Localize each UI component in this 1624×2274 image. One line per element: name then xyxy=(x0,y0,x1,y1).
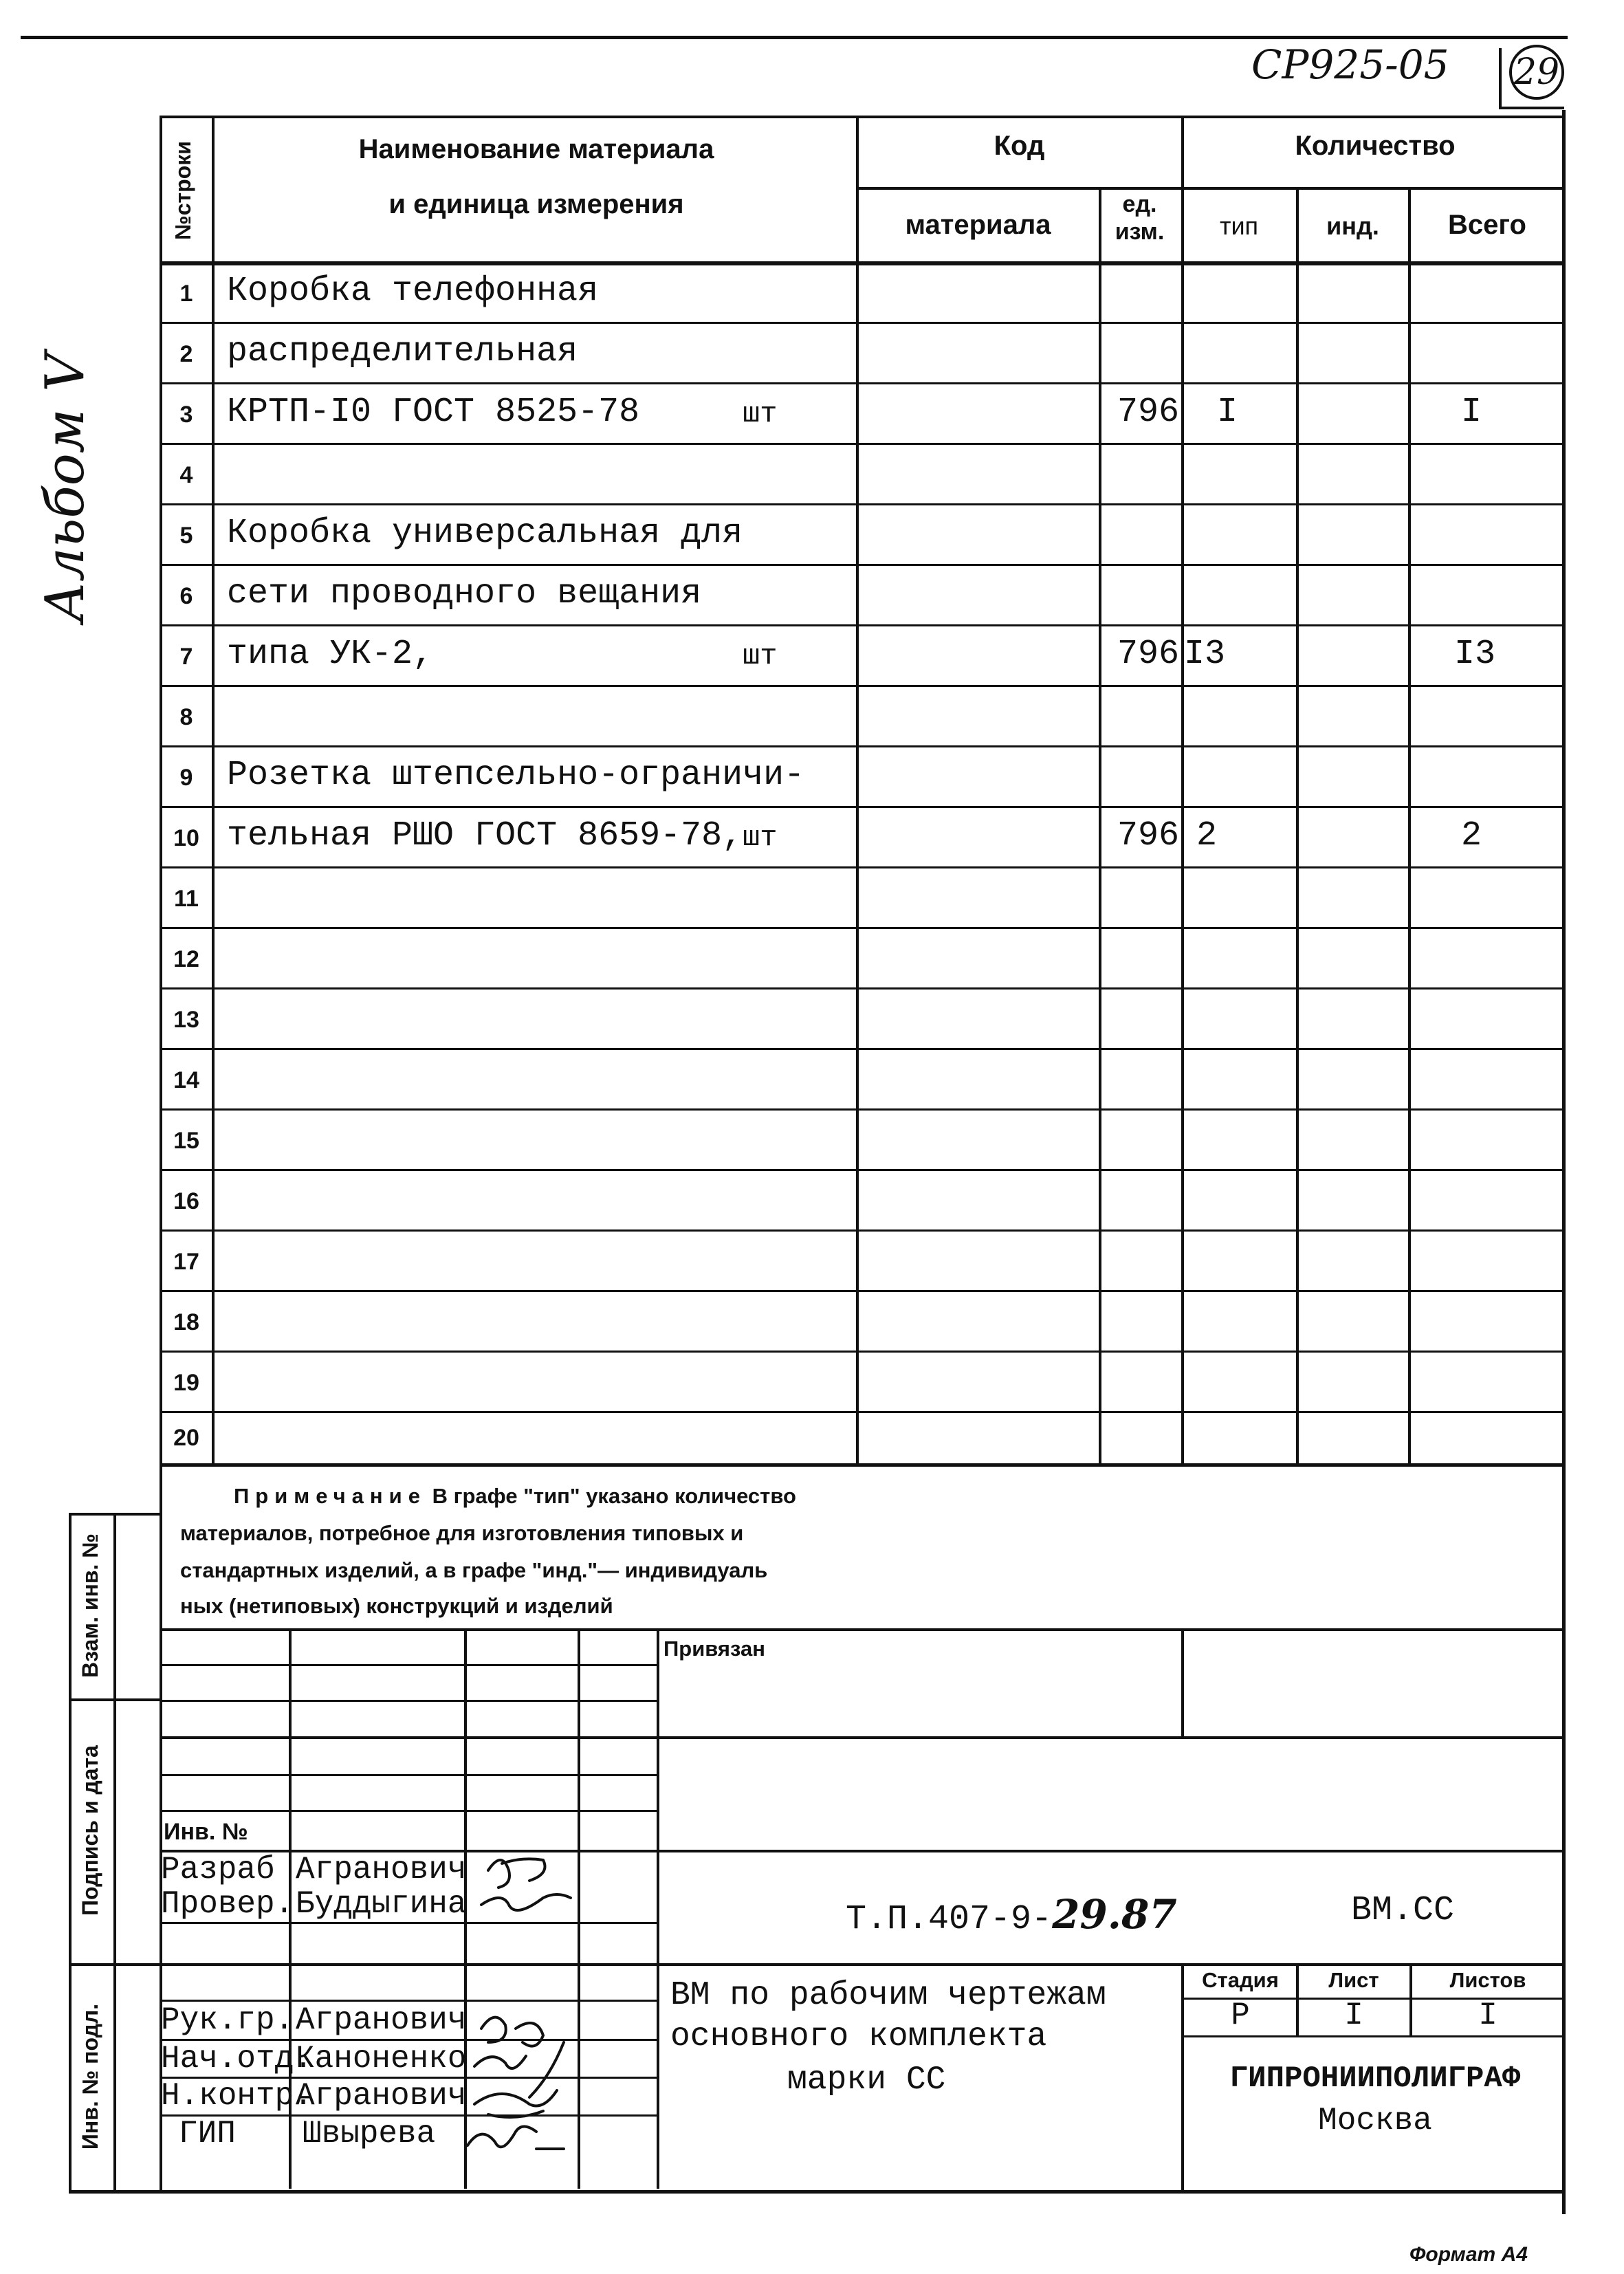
inv-no-label: Инв. № xyxy=(164,1819,248,1845)
col-line-rowno xyxy=(212,116,215,1465)
frame-right-line xyxy=(1562,110,1566,2214)
signatures-graphic xyxy=(461,1843,667,2166)
row-type: 2 xyxy=(1196,816,1218,855)
page-number-circle xyxy=(1509,45,1564,100)
row-number: 14 xyxy=(173,1067,199,1093)
stamp-col-6 xyxy=(1181,1963,1184,2190)
col-line-unit xyxy=(1181,116,1184,1465)
row-number: 13 xyxy=(173,1007,199,1033)
row-number: 3 xyxy=(179,402,193,428)
role-nach-otd: Нач.отд. xyxy=(161,2041,313,2077)
stamp-line-9 xyxy=(160,1963,1566,1966)
page-box-left xyxy=(1499,48,1502,107)
row-number: 17 xyxy=(173,1249,199,1275)
table-header-bottom-line xyxy=(160,261,1566,265)
document-code: СР925-05 xyxy=(1251,41,1449,88)
side-strip-mid-line xyxy=(113,1513,116,2190)
album-label: Альбом V xyxy=(34,353,96,622)
row-unit: шт xyxy=(743,639,778,673)
row-number: 6 xyxy=(179,583,193,609)
header-qty-total: Всего xyxy=(1448,210,1526,240)
header-row-number: №строки xyxy=(171,141,195,240)
row-number: 19 xyxy=(173,1370,199,1396)
stamp-line-3 xyxy=(160,1700,658,1702)
row-number: 1 xyxy=(179,281,193,307)
title-line-2: основного комплекта xyxy=(670,2018,1047,2055)
note-line-1-text: В графе "тип" указано количество xyxy=(432,1484,796,1508)
row-name: распределительная xyxy=(227,332,578,371)
stamp-line-2 xyxy=(160,1664,658,1666)
sheet-value: I xyxy=(1344,1998,1363,2033)
name-n-kontr: Агранович xyxy=(296,2078,467,2114)
stamp-line-6 xyxy=(160,1810,658,1812)
header-name-line1: Наименование материала xyxy=(358,134,714,164)
stamp-col-8 xyxy=(1409,1963,1412,2037)
row-number: 12 xyxy=(173,946,199,972)
name-gip: Швырева xyxy=(303,2116,436,2152)
row-type: I xyxy=(1217,393,1238,432)
page-box-bottom xyxy=(1499,107,1564,109)
designation-suffix: ВМ.СС xyxy=(1351,1891,1455,1930)
role-prover: Провер. xyxy=(161,1886,294,1922)
frame-top-line xyxy=(21,36,1568,39)
row-number: 2 xyxy=(179,341,193,367)
row-type: I3 xyxy=(1184,635,1226,674)
side-label-vzam: Взам. инв. № xyxy=(78,1533,102,1678)
row-code: 796 xyxy=(1117,393,1180,432)
name-prover: Буддыгина xyxy=(296,1886,467,1922)
row-name: Коробка универсальная для xyxy=(227,514,743,553)
designation xyxy=(846,1891,1177,1939)
header-qty-ind: инд. xyxy=(1326,212,1379,240)
row-number: 8 xyxy=(179,704,193,730)
table-top-line xyxy=(160,116,1566,118)
role-n-kontr: Н.контр. xyxy=(161,2078,313,2114)
col-line-name xyxy=(856,116,859,1465)
designation-hand: 29.87 xyxy=(1052,1891,1177,1938)
organization-city: Москва xyxy=(1318,2103,1432,2139)
header-code-material: материала xyxy=(905,210,1051,240)
side-label-inv-podl: Инв. № подл. xyxy=(78,2003,102,2150)
row-total: I xyxy=(1461,393,1482,432)
row-name: типа УК-2, xyxy=(227,635,434,674)
name-ruk-gr: Агранович xyxy=(296,2002,467,2038)
row-total: 2 xyxy=(1461,816,1482,855)
col-line-ind xyxy=(1408,187,1411,1465)
role-razrab: Разраб xyxy=(161,1852,275,1888)
row-number: 18 xyxy=(173,1309,199,1335)
role-ruk-gr: Рук.гр. xyxy=(161,2002,294,2038)
organization-name: ГИПРОНИИПОЛИГРАФ xyxy=(1229,2062,1521,2096)
page-number: 29 xyxy=(1513,52,1560,93)
title-line-1: ВМ по рабочим чертежам xyxy=(670,1977,1106,2014)
note-line-4: ных (нетиповых) конструкций и изделий xyxy=(180,1594,613,1618)
note-line-2: материалов, потребное для изготовления типовых и xyxy=(180,1521,744,1545)
row-name: Коробка телефонная xyxy=(227,272,599,311)
sheets-value: I xyxy=(1478,1998,1497,2033)
stage-label: Стадия xyxy=(1202,1968,1279,1992)
stamp-line-4 xyxy=(160,1736,1566,1739)
stage-value: Р xyxy=(1231,1998,1250,2033)
row-number: 10 xyxy=(173,825,199,851)
row-name: Розетка штепсельно-ограничи- xyxy=(227,756,805,795)
row-name: КРТП-I0 ГОСТ 8525-78 xyxy=(227,393,640,432)
row-number: 20 xyxy=(173,1425,199,1451)
row-name: тельная РШО ГОСТ 8659-78, xyxy=(227,816,743,855)
note-line-1 xyxy=(234,1484,796,1509)
note-line-3: стандартных изделий, а в графе "инд."— индивидуаль xyxy=(180,1558,768,1582)
stamp-stage-value-line xyxy=(1181,2035,1566,2037)
row-number: 11 xyxy=(174,886,199,912)
name-nach-otd: Каноненко xyxy=(296,2041,467,2077)
side-strip-left-line xyxy=(69,1513,72,2190)
header-code-unit-1: ед. xyxy=(1122,191,1157,217)
side-label-podpis: Подпись и дата xyxy=(78,1745,102,1916)
row-code: 796 xyxy=(1117,635,1180,674)
table-code-subheader-line xyxy=(856,187,1566,190)
row-unit: шт xyxy=(743,397,778,430)
col-line-material xyxy=(1099,187,1101,1465)
header-name-line2: и единица измерения xyxy=(388,189,684,219)
row-number: 16 xyxy=(173,1188,199,1214)
header-code: Код xyxy=(994,131,1045,161)
sheets-label: Листов xyxy=(1449,1968,1526,1992)
format-label: Формат А4 xyxy=(1409,2243,1528,2266)
row-name: сети проводного вещания xyxy=(227,574,702,613)
header-code-unit-2: изм. xyxy=(1115,219,1165,245)
row-number: 15 xyxy=(173,1128,199,1154)
privyazan-label: Привязан xyxy=(663,1637,765,1661)
row-number: 9 xyxy=(179,765,193,791)
stamp-line-5 xyxy=(160,1774,658,1776)
row-unit: шт xyxy=(743,821,778,854)
stamp-col-7 xyxy=(1296,1963,1299,2037)
row-code: 796 xyxy=(1117,816,1180,855)
sheet-label: Лист xyxy=(1328,1968,1379,1992)
row-number: 5 xyxy=(179,523,193,549)
title-line-3: марки СС xyxy=(787,2062,946,2099)
frame-bottom-line xyxy=(69,2190,1564,2194)
header-qty-type: тип xyxy=(1219,212,1259,240)
name-razrab: Агранович xyxy=(296,1852,467,1888)
row-number: 7 xyxy=(179,644,193,670)
stamp-line-1 xyxy=(160,1628,1566,1631)
note-lead: Примечание xyxy=(234,1484,426,1508)
stamp-col-5 xyxy=(1181,1628,1184,1738)
row-total: I3 xyxy=(1454,635,1496,674)
designation-prefix: Т.П.407-9- xyxy=(846,1900,1053,1939)
row-number: 4 xyxy=(179,462,193,488)
role-gip: ГИП xyxy=(179,2116,236,2152)
col-line-type xyxy=(1296,187,1299,1465)
header-qty: Количество xyxy=(1295,131,1456,161)
